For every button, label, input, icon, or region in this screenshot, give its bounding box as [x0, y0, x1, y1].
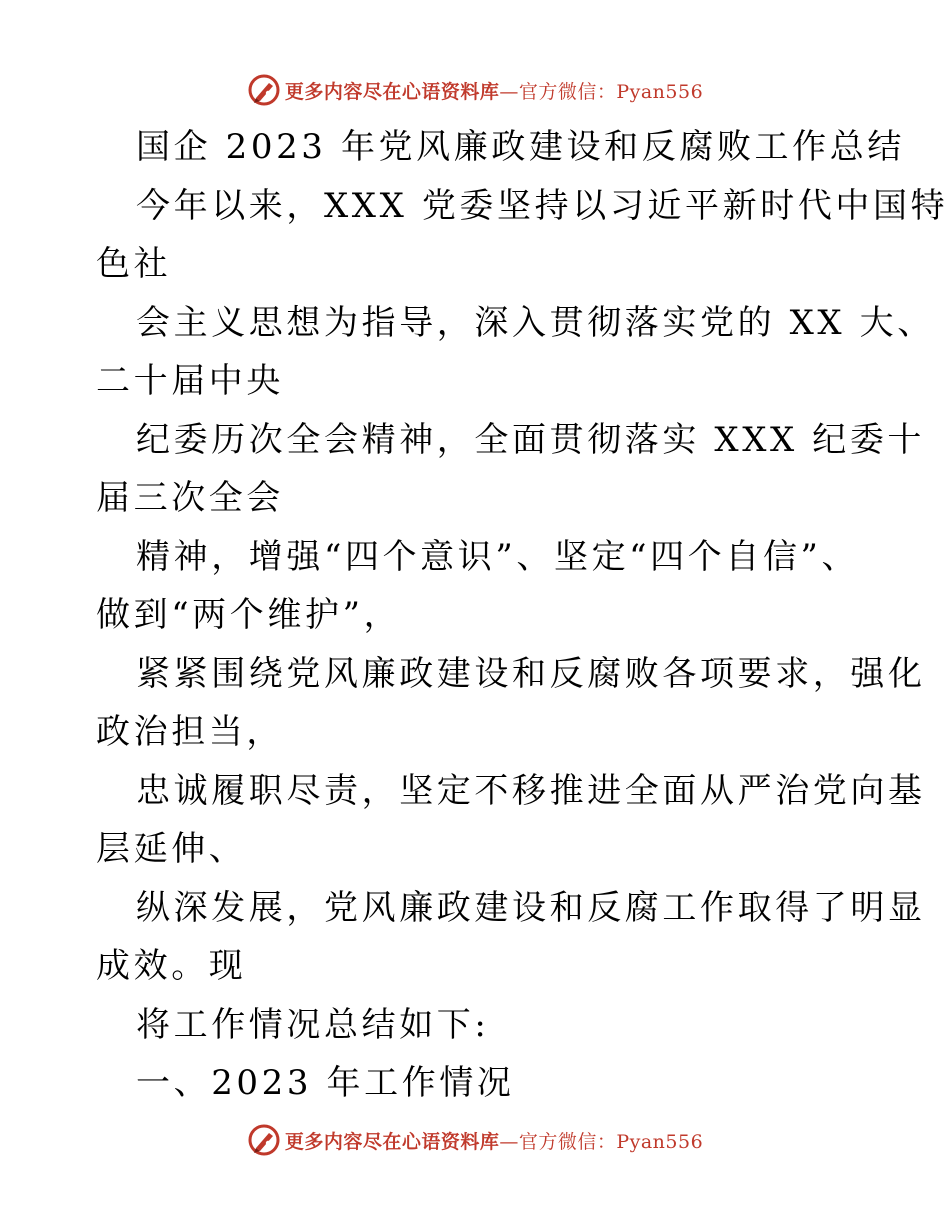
- footer-banner-inner: [247, 1123, 703, 1157]
- document-line: 层延伸、: [96, 829, 247, 869]
- document-line: 届三次全会: [96, 478, 284, 518]
- document-line: 成效。现: [96, 946, 247, 986]
- footer-banner-text: [285, 1127, 703, 1154]
- document-line: 精神，增强“四个意识”、坚定“四个自信”、: [136, 536, 860, 577]
- document-line: 纪委历次全会精神，全面贯彻落实 XXX 纪委十: [136, 419, 926, 460]
- header-banner-title: 更多内容尽在心语资料库: [284, 80, 500, 103]
- header-banner-wechat: 官方微信：Pyan556: [518, 80, 704, 103]
- document-line: 做到“两个维护”，: [96, 595, 402, 635]
- document-line: 今年以来，XXX 党委坚持以习近平新时代中国特: [136, 185, 949, 226]
- document-line: 忠诚履职尽责，坚定不移推进全面从严治党向基: [136, 770, 926, 811]
- document-line: 紧紧围绕党风廉政建设和反腐败各项要求，强化: [136, 653, 926, 694]
- document-line: 二十届中央: [96, 361, 284, 401]
- document-line: 纵深发展，党风廉政建设和反腐工作取得了明显: [136, 887, 926, 928]
- document-line: 会主义思想为指导，深入贯彻落实党的 XX 大、: [136, 302, 935, 343]
- header-banner: [0, 70, 950, 110]
- footer-banner-wechat: 官方微信：Pyan556: [518, 1130, 704, 1153]
- document-line: 色社: [96, 244, 172, 284]
- document-body: [96, 118, 949, 1113]
- document-line: 国企 2023 年党风廉政建设和反腐败工作总结: [136, 127, 905, 167]
- footer-banner: [0, 1120, 950, 1160]
- document-line: 一、2023 年工作情况: [136, 1063, 515, 1103]
- header-banner-dash: —: [499, 80, 519, 103]
- document-line: 政治担当，: [96, 712, 284, 752]
- document-line: 将工作情况总结如下:: [136, 1004, 490, 1045]
- footer-banner-dash: —: [499, 1130, 519, 1153]
- header-banner-text: [285, 77, 703, 104]
- pen-logo-icon: [247, 73, 281, 107]
- footer-banner-title: 更多内容尽在心语资料库: [284, 1130, 500, 1153]
- header-banner-inner: [247, 73, 703, 107]
- pen-logo-icon: [247, 1123, 281, 1157]
